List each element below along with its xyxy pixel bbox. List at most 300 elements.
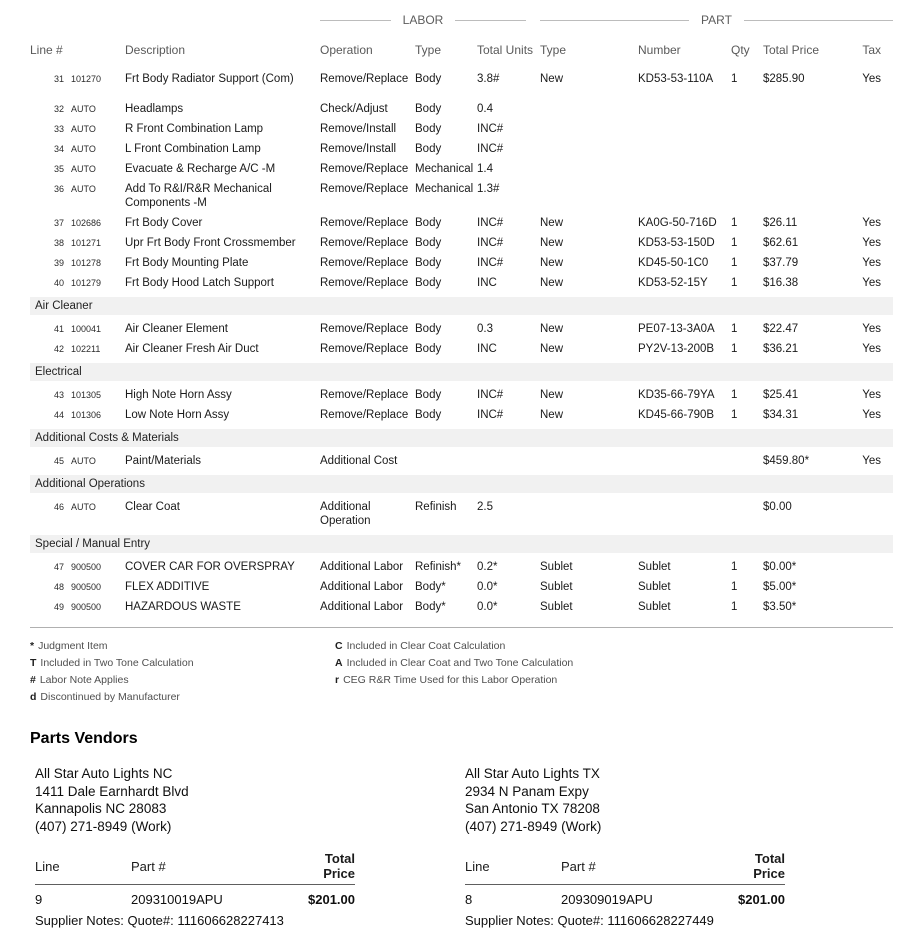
line-ref-cell <box>30 159 125 179</box>
vendor-name: All Star Auto Lights NC <box>35 766 173 781</box>
line-number: 33 <box>53 124 64 134</box>
section-bar-additional-operations: Additional Operations <box>30 475 893 493</box>
operation-cell: Remove/Install <box>320 143 397 155</box>
part-number-cell: Sublet <box>638 581 671 593</box>
table-row <box>30 99 893 119</box>
operation-cell: Remove/Replace <box>320 257 409 269</box>
vendor-supplier-notes: Supplier Notes: Quote#: 111606628227449 <box>465 913 714 928</box>
tax-cell <box>848 577 893 597</box>
labor-type-cell: Body <box>415 237 442 249</box>
tax-cell <box>848 557 893 577</box>
total-units-cell: INC# <box>477 143 504 155</box>
tax-cell: Yes <box>862 323 881 335</box>
part-number-cell <box>638 139 731 159</box>
description-cell: FLEX ADDITIVE <box>125 581 210 593</box>
line-number: 32 <box>53 104 64 114</box>
column-group-header <box>30 12 893 28</box>
labor-type-cell: Body <box>415 323 442 335</box>
tax-cell: Yes <box>862 257 881 269</box>
total-units-cell: INC# <box>477 257 504 269</box>
ref-number: AUTO <box>71 104 96 114</box>
part-group-rule-left <box>540 20 689 21</box>
line-number: 40 <box>53 278 64 288</box>
vendor-line-number: 8 <box>465 892 473 907</box>
line-ref-cell <box>30 557 125 577</box>
vendor-name: All Star Auto Lights TX <box>465 766 600 781</box>
description-cell: Frt Body Radiator Support (Com) <box>125 73 294 85</box>
part-type-cell <box>540 99 638 119</box>
total-price-cell <box>763 119 848 139</box>
footnote-text: CEG R&R Time Used for this Labor Operation <box>343 674 558 686</box>
labor-group-rule-right <box>455 20 526 21</box>
line-number: 44 <box>53 410 64 420</box>
line-number: 34 <box>53 144 64 154</box>
footnote-text: Judgment Item <box>38 640 108 652</box>
qty-cell: 1 <box>731 217 738 229</box>
total-units-cell: 0.0* <box>477 581 498 593</box>
line-number: 39 <box>53 258 64 268</box>
header-description: Description <box>125 43 186 57</box>
qty-cell <box>731 119 763 139</box>
operation-cell: Remove/Replace <box>320 237 409 249</box>
footnote-item <box>30 689 335 706</box>
operation-cell: Additional Labor <box>320 561 404 573</box>
line-ref-cell <box>30 69 125 89</box>
operation-cell: Additional Operation <box>320 501 371 527</box>
header-tax: Tax <box>862 43 881 57</box>
section-bar-additional-costs: Additional Costs & Materials <box>30 429 893 447</box>
line-number: 37 <box>53 218 64 228</box>
vendor-header-line: Line <box>35 858 60 874</box>
qty-cell <box>731 451 763 471</box>
footnote-text: Included in Clear Coat and Two Tone Calculation <box>346 657 574 669</box>
operation-cell: Remove/Replace <box>320 217 409 229</box>
part-number-cell: KD45-66-790B <box>638 409 715 421</box>
total-units-cell: 2.5 <box>477 501 493 513</box>
operation-cell: Remove/Replace <box>320 73 409 85</box>
operation-cell: Check/Adjust <box>320 103 388 115</box>
footnote-text: Discontinued by Manufacturer <box>40 691 180 703</box>
qty-cell <box>731 179 763 213</box>
operation-cell: Remove/Replace <box>320 163 409 175</box>
total-units-cell <box>477 451 540 471</box>
part-type-cell: New <box>540 343 564 355</box>
part-number-cell: KD53-52-15Y <box>638 277 708 289</box>
part-number-cell: KA0G-50-716D <box>638 217 717 229</box>
vendor-parts-table <box>465 851 785 928</box>
description-cell: Frt Body Mounting Plate <box>125 257 249 269</box>
total-units-cell: INC <box>477 277 497 289</box>
part-number-cell: Sublet <box>638 561 671 573</box>
footnote-right-column <box>335 638 893 706</box>
table-row <box>30 577 893 597</box>
total-price-cell <box>763 139 848 159</box>
total-units-cell: 0.3 <box>477 323 493 335</box>
footnote-symbol: r <box>335 674 340 686</box>
total-price-cell: $26.11 <box>763 217 798 229</box>
footnote-symbol: d <box>30 691 37 703</box>
line-ref-cell <box>30 99 125 119</box>
labor-group-label: LABOR <box>402 13 444 27</box>
line-number: 49 <box>53 602 64 612</box>
header-qty: Qty <box>731 43 750 57</box>
vendor-phone: (407) 271-8949 (Work) <box>35 818 172 834</box>
operation-cell: Remove/Install <box>320 123 397 135</box>
table-row <box>30 119 893 139</box>
labor-type-cell: Body <box>415 143 442 155</box>
labor-type-cell: Body <box>415 409 442 421</box>
qty-cell: 1 <box>731 581 738 593</box>
total-units-cell: INC# <box>477 389 504 401</box>
vendor-header-total-price: Total Price <box>323 851 355 881</box>
line-number: 43 <box>53 390 64 400</box>
header-total-price: Total Price <box>763 43 820 57</box>
ref-number: 101278 <box>71 258 102 268</box>
total-price-cell: $5.00* <box>763 581 797 593</box>
total-price-cell: $25.41 <box>763 389 799 401</box>
operation-cell: Remove/Replace <box>320 277 409 289</box>
labor-group-rule-left <box>320 20 391 21</box>
line-number: 47 <box>53 562 64 572</box>
table-row <box>30 139 893 159</box>
part-type-cell: Sublet <box>540 601 573 613</box>
qty-cell <box>731 159 763 179</box>
operation-cell: Additional Labor <box>320 581 404 593</box>
ref-number: 101271 <box>71 238 102 248</box>
description-cell: Clear Coat <box>125 501 180 513</box>
total-price-cell: $16.38 <box>763 277 799 289</box>
labor-type-cell: Mechanical <box>415 163 474 175</box>
tax-cell <box>848 119 893 139</box>
part-type-cell <box>540 179 638 213</box>
footnote-symbol: A <box>335 657 343 669</box>
header-operation: Operation <box>320 43 373 57</box>
line-ref-cell <box>30 139 125 159</box>
footnote-symbol: # <box>30 674 36 686</box>
part-number-cell: PY2V-13-200B <box>638 343 715 355</box>
table-row <box>30 179 893 213</box>
table-header-row <box>30 40 893 61</box>
section-bar-air-cleaner: Air Cleaner <box>30 297 893 315</box>
part-type-cell: New <box>540 323 564 335</box>
description-cell: Low Note Horn Assy <box>125 409 230 421</box>
labor-type-cell <box>415 451 477 471</box>
labor-type-cell: Mechanical <box>415 183 474 195</box>
footnote-text: Included in Two Tone Calculation <box>40 657 194 669</box>
vendors-section <box>30 765 893 928</box>
part-number-cell: Sublet <box>638 601 671 613</box>
table-row <box>30 69 893 89</box>
qty-cell: 1 <box>731 561 738 573</box>
part-type-cell: New <box>540 73 564 85</box>
tax-cell: Yes <box>862 389 881 401</box>
description-cell: Upr Frt Body Front Crossmember <box>125 237 296 249</box>
part-group-header <box>540 13 893 27</box>
description-cell: Add To R&I/R&R Mechanical Components -M <box>125 183 272 209</box>
line-ref-cell <box>30 253 125 273</box>
tax-cell: Yes <box>862 277 881 289</box>
footnote-symbol: * <box>30 640 35 652</box>
labor-type-cell: Body <box>415 103 442 115</box>
total-price-cell: $0.00 <box>763 501 792 513</box>
labor-type-cell: Body* <box>415 581 446 593</box>
line-number: 38 <box>53 238 64 248</box>
section-bar-special-manual-entry: Special / Manual Entry <box>30 535 893 553</box>
ref-number: 900500 <box>71 602 102 612</box>
labor-type-cell: Body* <box>415 601 446 613</box>
table-row <box>30 339 893 359</box>
ref-number: AUTO <box>71 124 96 134</box>
qty-cell <box>731 497 763 531</box>
total-price-cell <box>763 99 848 119</box>
total-units-cell: 0.0* <box>477 601 498 613</box>
line-ref-cell <box>30 233 125 253</box>
part-type-cell: New <box>540 389 564 401</box>
header-labor-type: Type <box>415 43 442 57</box>
total-price-cell: $36.21 <box>763 343 799 355</box>
description-cell: L Front Combination Lamp <box>125 143 261 155</box>
footnote-symbol: C <box>335 640 343 652</box>
tax-cell <box>848 99 893 119</box>
ref-number: 900500 <box>71 582 102 592</box>
line-ref-cell <box>30 213 125 233</box>
part-type-cell <box>540 119 638 139</box>
vendor-address: Kannapolis NC 28083 <box>35 801 167 816</box>
tax-cell: Yes <box>862 237 881 249</box>
vendor-table-header <box>465 851 785 885</box>
operation-cell: Remove/Replace <box>320 343 409 355</box>
part-type-cell <box>540 497 638 531</box>
part-type-cell: New <box>540 277 564 289</box>
tax-cell: Yes <box>862 73 881 85</box>
total-units-cell: INC <box>477 343 497 355</box>
part-type-cell: New <box>540 217 564 229</box>
total-price-cell: $62.61 <box>763 237 799 249</box>
total-price-cell: $0.00* <box>763 561 797 573</box>
part-number-cell <box>638 119 731 139</box>
qty-cell: 1 <box>731 237 738 249</box>
vendor-phone: (407) 271-8949 (Work) <box>465 818 602 834</box>
total-units-cell: 0.2* <box>477 561 498 573</box>
vendor-address: 2934 N Panam Expy <box>465 783 589 799</box>
vendor-part-number: 209309019APU <box>561 892 653 907</box>
vendor-line-number: 9 <box>35 892 43 907</box>
table-row <box>30 451 893 471</box>
total-units-cell: 1.4 <box>477 163 493 175</box>
table-row <box>30 597 893 617</box>
header-line: Line # <box>30 43 63 57</box>
qty-cell: 1 <box>731 323 738 335</box>
total-price-cell: $3.50* <box>763 601 797 613</box>
description-cell: Paint/Materials <box>125 455 202 467</box>
operation-cell: Additional Labor <box>320 601 404 613</box>
vendor-parts-table <box>35 851 355 928</box>
tax-cell <box>848 159 893 179</box>
table-row <box>30 253 893 273</box>
total-price-cell: $34.31 <box>763 409 799 421</box>
footnote-item <box>30 672 335 689</box>
qty-cell: 1 <box>731 409 738 421</box>
labor-type-cell: Refinish* <box>415 561 462 573</box>
tax-cell: Yes <box>862 343 881 355</box>
table-bottom-rule <box>30 627 893 628</box>
tax-cell: Yes <box>862 455 881 467</box>
total-units-cell: 1.3# <box>477 183 500 195</box>
vendor-block-tx <box>460 765 890 928</box>
description-cell: Air Cleaner Element <box>125 323 228 335</box>
ref-number: 102211 <box>71 344 101 354</box>
total-price-cell: $459.80* <box>763 455 810 467</box>
part-type-cell: Sublet <box>540 581 573 593</box>
footnote-item <box>335 638 893 655</box>
table-row <box>30 405 893 425</box>
total-price-cell <box>763 179 848 213</box>
tax-cell: Yes <box>862 409 881 421</box>
vendor-address: San Antonio TX 78208 <box>465 801 600 816</box>
labor-type-cell: Body <box>415 73 442 85</box>
vendor-table-row <box>465 885 785 910</box>
part-number-cell <box>638 159 731 179</box>
part-number-cell <box>638 451 731 471</box>
vendor-header-part: Part # <box>561 858 596 874</box>
labor-type-cell: Body <box>415 343 442 355</box>
footnote-text: Labor Note Applies <box>39 674 129 686</box>
qty-cell: 1 <box>731 601 738 613</box>
part-type-cell: New <box>540 409 564 421</box>
vendor-address: 1411 Dale Earnhardt Blvd <box>35 783 189 799</box>
line-number: 42 <box>53 344 64 354</box>
qty-cell: 1 <box>731 73 738 85</box>
qty-cell <box>731 139 763 159</box>
ref-number: 900500 <box>71 562 102 572</box>
line-number: 36 <box>53 184 64 194</box>
labor-type-cell: Body <box>415 217 442 229</box>
table-row <box>30 213 893 233</box>
line-number: 48 <box>53 582 64 592</box>
ref-number: 101279 <box>71 278 102 288</box>
table-row <box>30 497 893 531</box>
line-ref-cell <box>30 385 125 405</box>
line-ref-cell <box>30 405 125 425</box>
total-price-cell <box>763 159 848 179</box>
tax-cell <box>848 139 893 159</box>
labor-group-header <box>320 13 540 27</box>
qty-cell: 1 <box>731 343 738 355</box>
part-number-cell: KD45-50-1C0 <box>638 257 709 269</box>
total-units-cell: INC# <box>477 237 504 249</box>
ref-number: 100041 <box>71 324 102 334</box>
header-total-units: Total Units <box>477 43 534 57</box>
qty-cell: 1 <box>731 277 738 289</box>
description-cell: High Note Horn Assy <box>125 389 232 401</box>
ref-number: 101270 <box>71 74 102 84</box>
vendor-total-price: $201.00 <box>308 892 355 907</box>
line-number: 31 <box>53 74 64 84</box>
line-number: 41 <box>53 324 64 334</box>
part-type-cell <box>540 139 638 159</box>
ref-number: AUTO <box>71 456 96 466</box>
total-price-cell: $37.79 <box>763 257 799 269</box>
description-cell: Air Cleaner Fresh Air Duct <box>125 343 259 355</box>
line-ref-cell <box>30 179 125 213</box>
ref-number: AUTO <box>71 144 96 154</box>
footnote-left-column <box>30 638 335 706</box>
part-number-cell: KD53-53-150D <box>638 237 715 249</box>
part-number-cell <box>638 497 731 531</box>
labor-type-cell: Body <box>415 389 442 401</box>
part-number-cell: PE07-13-3A0A <box>638 323 715 335</box>
table-row <box>30 273 893 293</box>
section-bar-electrical: Electrical <box>30 363 893 381</box>
total-price-cell: $22.47 <box>763 323 799 335</box>
operation-cell: Remove/Replace <box>320 389 409 401</box>
total-units-cell: INC# <box>477 409 504 421</box>
footnote-item <box>335 655 893 672</box>
qty-cell: 1 <box>731 257 738 269</box>
table-row <box>30 233 893 253</box>
description-cell: COVER CAR FOR OVERSPRAY <box>125 561 295 573</box>
total-units-cell: INC# <box>477 123 504 135</box>
line-ref-cell <box>30 497 125 531</box>
labor-type-cell: Body <box>415 123 442 135</box>
part-type-cell <box>540 451 638 471</box>
description-cell: Evacuate & Recharge A/C -M <box>125 163 276 175</box>
part-group-rule-right <box>744 20 893 21</box>
ref-number: 102686 <box>71 218 102 228</box>
vendor-supplier-notes: Supplier Notes: Quote#: 111606628227413 <box>35 913 284 928</box>
description-cell: HAZARDOUS WASTE <box>125 601 241 613</box>
total-units-cell: INC# <box>477 217 504 229</box>
total-units-cell: 3.8# <box>477 73 500 85</box>
tax-cell <box>848 179 893 213</box>
tax-cell: Yes <box>862 217 881 229</box>
line-ref-cell <box>30 339 125 359</box>
vendor-header-line: Line <box>465 858 490 874</box>
part-number-cell <box>638 179 731 213</box>
operation-cell: Remove/Replace <box>320 323 409 335</box>
table-row <box>30 319 893 339</box>
total-price-cell: $285.90 <box>763 73 805 85</box>
vendor-header-part: Part # <box>131 858 166 874</box>
table-row <box>30 557 893 577</box>
vendor-total-price: $201.00 <box>738 892 785 907</box>
ref-number: 101306 <box>71 410 102 420</box>
part-number-cell: KD35-66-79YA <box>638 389 715 401</box>
footnote-symbol: T <box>30 657 37 669</box>
labor-type-cell: Body <box>415 277 442 289</box>
line-number: 46 <box>53 502 64 512</box>
line-ref-cell <box>30 319 125 339</box>
parts-vendors-title: Parts Vendors <box>30 730 138 747</box>
operation-cell: Additional Cost <box>320 455 398 467</box>
line-ref-cell <box>30 597 125 617</box>
total-units-cell: 0.4 <box>477 103 493 115</box>
ref-number: AUTO <box>71 164 96 174</box>
line-number: 35 <box>53 164 64 174</box>
vendor-table-header <box>35 851 355 885</box>
description-cell: R Front Combination Lamp <box>125 123 264 135</box>
vendor-table-row <box>35 885 355 910</box>
description-cell: Frt Body Cover <box>125 217 203 229</box>
header-number: Number <box>638 43 681 57</box>
table-row <box>30 159 893 179</box>
part-type-cell: Sublet <box>540 561 573 573</box>
qty-cell: 1 <box>731 389 738 401</box>
line-ref-cell <box>30 273 125 293</box>
vendor-block-nc <box>30 765 460 928</box>
description-cell: Frt Body Hood Latch Support <box>125 277 274 289</box>
ref-number: 101305 <box>71 390 102 400</box>
